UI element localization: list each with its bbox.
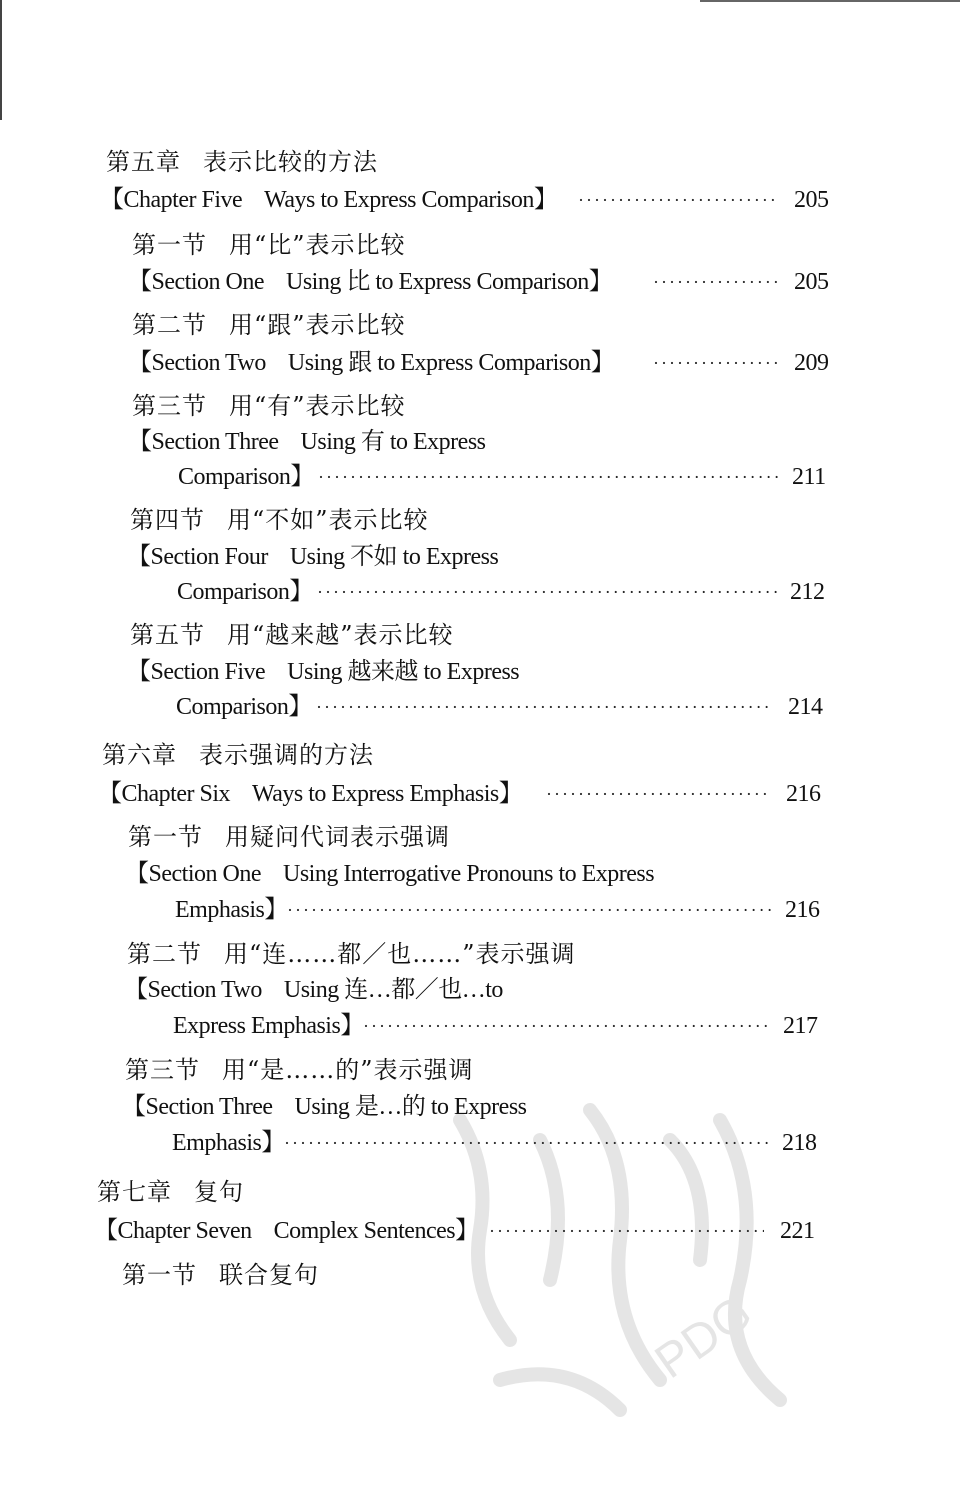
toc-entry[interactable] (128, 265, 835, 299)
seal-watermark (420, 1080, 840, 1460)
section-heading-cn (127, 937, 576, 971)
entry-title: Using Interrogative Pronouns to Express (282, 861, 655, 887)
toc-entry-continuation[interactable] (173, 1009, 835, 1043)
entry-title: Using 是…的 to Express (294, 1094, 527, 1120)
section-number: 第一节 (132, 231, 207, 259)
section-number: 第二节 (132, 311, 207, 339)
page-number: 209 (794, 350, 829, 376)
entry-label: 【Section One (125, 861, 261, 887)
section-title: 用“连……都／也……”表示强调 (224, 940, 576, 968)
entry-title-continued: Comparison】 (176, 694, 312, 720)
entry-label: 【Section Five (127, 659, 266, 685)
page-number: 205 (794, 187, 829, 213)
entry-label: 【Section Two (124, 977, 262, 1003)
entry-label: 【Chapter Seven (94, 1218, 252, 1244)
toc-entry[interactable] (127, 655, 519, 689)
section-heading-cn (122, 1258, 319, 1292)
section-number: 第三节 (132, 392, 207, 420)
entry-label: 【Section Three (122, 1094, 273, 1120)
entry-title: Complex Sentences】 (273, 1218, 479, 1244)
entry-label: 【Chapter Five (100, 187, 243, 213)
section-title: 用“跟”表示比较 (229, 311, 406, 339)
page-number: 205 (794, 269, 829, 295)
section-number: 第三节 (125, 1056, 200, 1084)
section-heading-cn (132, 228, 406, 262)
page-number: 211 (792, 464, 826, 490)
entry-title: Using 连…都／也…to (283, 977, 503, 1003)
entry-title: Using 跟 to Express Comparison】 (287, 350, 615, 376)
entry-title-continued: Comparison】 (178, 464, 314, 490)
section-number: 第五节 (130, 621, 205, 649)
chapter-title: 复句 (194, 1178, 244, 1206)
section-title: 用“比”表示比较 (229, 231, 406, 259)
page-number: 214 (788, 694, 823, 720)
section-heading-cn (130, 503, 429, 537)
entry-title: Ways to Express Comparison】 (264, 187, 558, 213)
entry-title-continued: Express Emphasis】 (173, 1013, 364, 1039)
section-number: 第二节 (127, 940, 202, 968)
toc-entry[interactable] (98, 777, 835, 811)
section-title: 联合复句 (219, 1261, 319, 1289)
entry-label: 【Section Four (127, 544, 268, 570)
page-number: 216 (786, 781, 821, 807)
entry-title: Using 比 to Express Comparison】 (285, 269, 613, 295)
dot-leader (287, 893, 771, 927)
dot-leader (316, 690, 771, 724)
chapter-number: 第五章 (106, 148, 181, 176)
section-heading-cn (132, 308, 406, 342)
entry-title-continued: Comparison】 (177, 579, 313, 605)
section-title: 用疑问代词表示强调 (225, 823, 450, 851)
entry-title: Using 越来越 to Express (287, 659, 520, 685)
chapter-heading-cn (102, 738, 374, 772)
section-title: 用“越来越”表示比较 (227, 621, 454, 649)
toc-entry[interactable] (128, 425, 486, 459)
toc-entry[interactable] (125, 857, 654, 891)
entry-title: Ways to Express Emphasis】 (252, 781, 523, 807)
entry-label: 【Section Two (128, 350, 266, 376)
entry-title-continued: Emphasis】 (172, 1130, 285, 1156)
page-number: 218 (782, 1130, 817, 1156)
chapter-heading-cn (97, 1175, 244, 1209)
toc-entry[interactable] (128, 346, 835, 380)
section-number: 第一节 (122, 1261, 197, 1289)
entry-title: Using 有 to Express (300, 429, 486, 455)
dot-leader (317, 575, 777, 609)
section-number: 第一节 (128, 823, 203, 851)
entry-label: 【Section Three (128, 429, 279, 455)
chapter-number: 第七章 (97, 1178, 172, 1206)
dot-leader (578, 183, 778, 217)
dot-leader (363, 1009, 771, 1043)
section-title: 用“不如”表示比较 (227, 506, 429, 534)
toc-entry[interactable] (124, 973, 503, 1007)
entry-label: 【Chapter Six (98, 781, 230, 807)
dot-leader (318, 460, 778, 494)
section-heading-cn (128, 820, 450, 854)
toc-entry-continuation[interactable] (175, 893, 835, 927)
chapter-title: 表示强调的方法 (199, 741, 374, 769)
page-number: 221 (780, 1218, 815, 1244)
toc-entry-continuation[interactable] (178, 460, 835, 494)
chapter-number: 第六章 (102, 741, 177, 769)
chapter-title: 表示比较的方法 (203, 148, 378, 176)
watermark-text: PDG (645, 1285, 762, 1390)
section-heading-cn (132, 389, 406, 423)
toc-entry[interactable] (127, 540, 498, 574)
section-number: 第四节 (130, 506, 205, 534)
dot-leader (653, 346, 778, 380)
dot-leader (653, 265, 778, 299)
section-title: 用“是……的”表示强调 (222, 1056, 474, 1084)
page-number: 212 (790, 579, 825, 605)
dot-leader (546, 777, 771, 811)
entry-title-continued: Emphasis】 (175, 897, 288, 923)
section-title: 用“有”表示比较 (229, 392, 406, 420)
chapter-heading-cn (106, 145, 378, 179)
entry-title: Using 不如 to Express (289, 544, 499, 570)
toc-entry-continuation[interactable] (176, 690, 835, 724)
toc-entry-continuation[interactable] (177, 575, 835, 609)
section-heading-cn (130, 618, 454, 652)
entry-label: 【Section One (128, 269, 264, 295)
page-number: 216 (785, 897, 820, 923)
page-number: 217 (783, 1013, 818, 1039)
toc-entry[interactable] (100, 183, 835, 217)
